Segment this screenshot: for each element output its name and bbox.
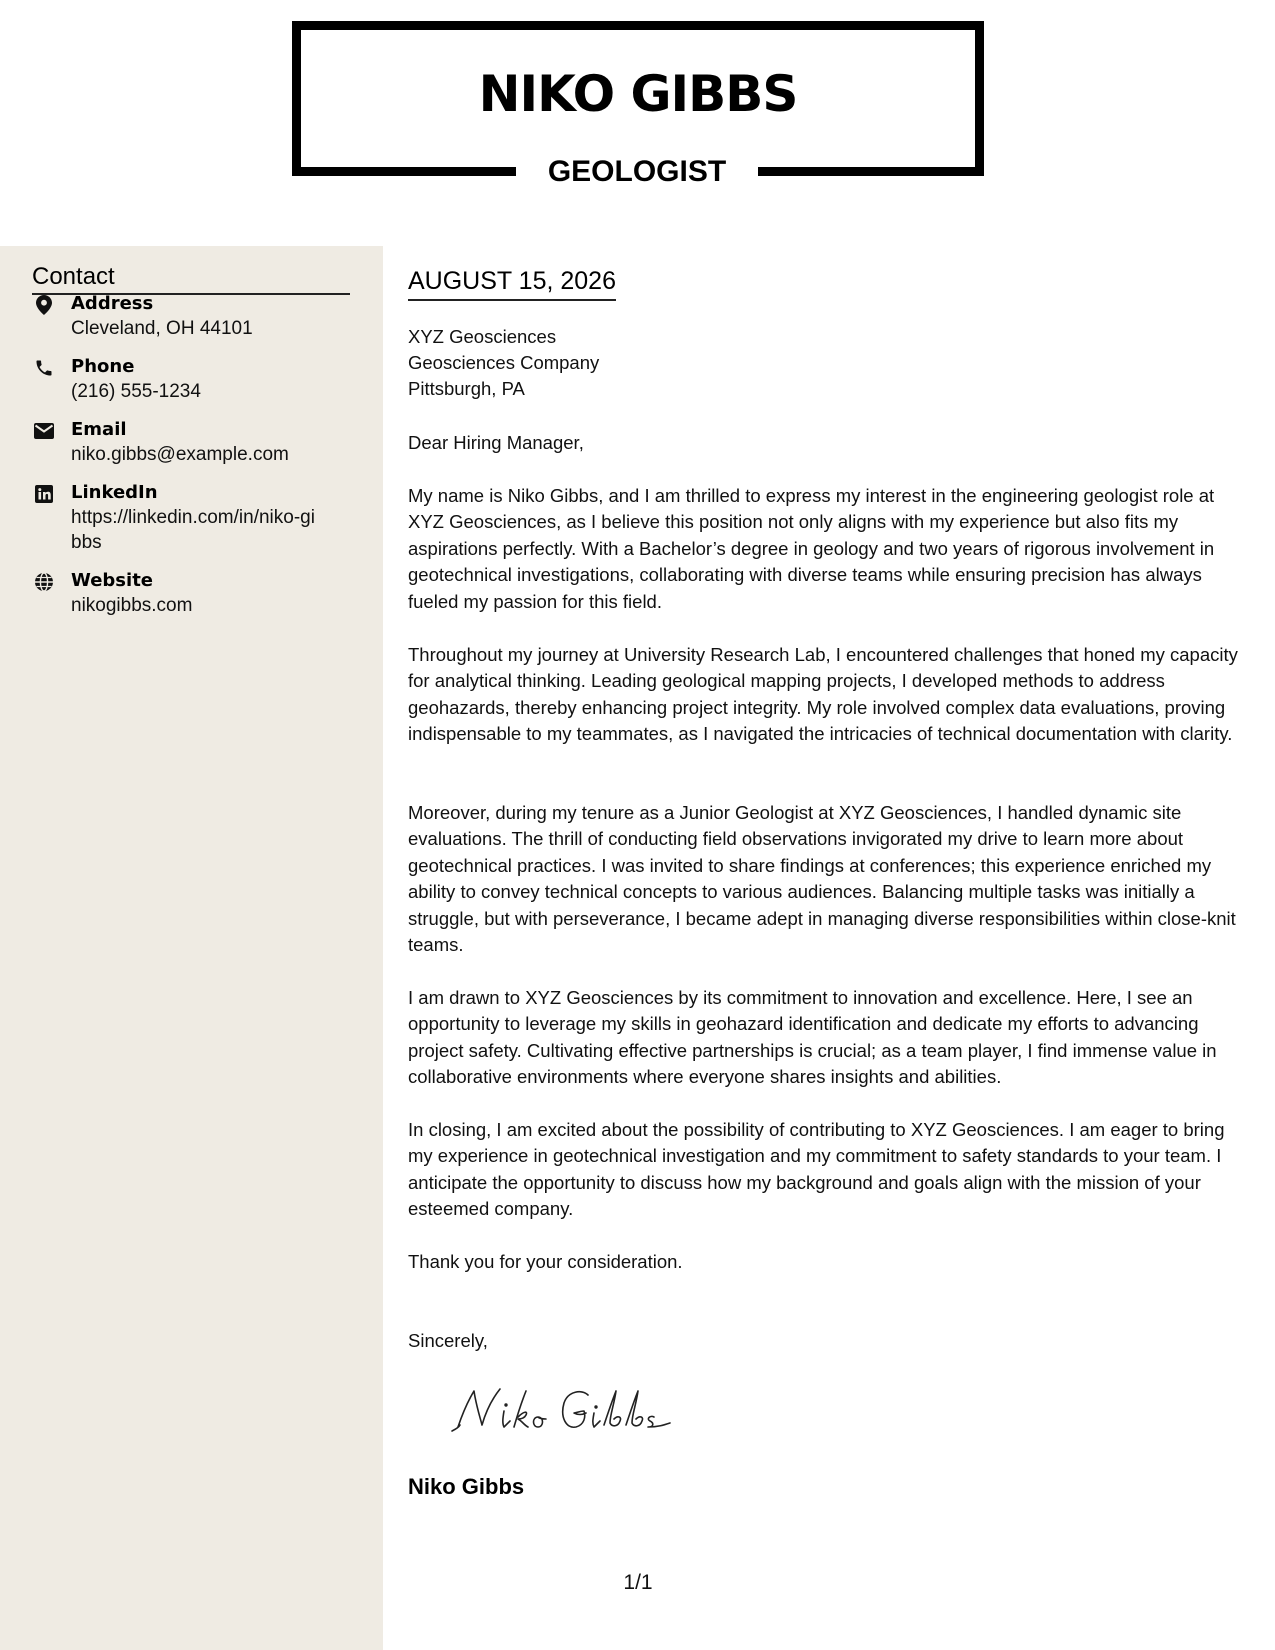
address-value: Cleveland, OH 44101: [71, 318, 253, 339]
phone-value: (216) 555-1234: [71, 381, 201, 402]
recipient-line: XYZ Geosciences: [408, 326, 557, 347]
handwritten-signature: [448, 1381, 688, 1441]
linkedin-label: LinkedIn: [71, 482, 158, 503]
phone-icon: [32, 357, 56, 379]
paragraph: Throughout my journey at University Research Lab, I encountered challenges that honed my capacity for analytical thinking. Leading geological mapping projects, I developed methods to address geohazards, thereby enhancing project integrity. My role involved complex data evaluations, proving indispensable to my teammates, as I navigated the intricacies of technical documentation with clarity.: [408, 644, 1238, 745]
thanks-line: Thank you for your consideration.: [408, 1251, 683, 1272]
envelope-icon: [32, 420, 56, 442]
signed-name: Niko Gibbs: [408, 1474, 525, 1499]
contact-sidebar: [0, 246, 383, 1650]
paragraph: Moreover, during my tenure as a Junior Geologist at XYZ Geosciences, I handled dynamic site evaluations. The thrill of conducting field observations invigorated my drive to learn more about geotechnical practices. I was invited to share findings at conferences; this experience enriched my ability to convey technical concepts to various audiences. Balancing multiple tasks was initially a struggle, but with perseverance, I became adept in managing diverse responsibilities within close-knit teams.: [408, 802, 1236, 956]
paragraph: My name is Niko Gibbs, and I am thrilled to express my interest in the engineering geologist role at XYZ Geosciences, as I believe this position not only aligns with my experience but also fits my aspirations perfectly. With a Bachelor’s degree in geology and two years of rigorous involvement in geotechnical investigations, collaborating with diverse teams while ensuring precision has always fueled my passion for this field.: [408, 485, 1215, 612]
address-label: Address: [71, 293, 154, 314]
email-label: Email: [71, 419, 127, 440]
email-value[interactable]: niko.gibbs@example.com: [71, 444, 289, 465]
map-pin-icon: [32, 294, 56, 316]
globe-icon: [32, 571, 56, 593]
salutation: Dear Hiring Manager,: [408, 432, 584, 453]
linkedin-value[interactable]: https://linkedin.com/in/niko-gibbs: [71, 507, 315, 553]
letter-date: AUGUST 15, 2026: [408, 264, 616, 301]
resume-header: [0, 0, 1275, 246]
paragraph: In closing, I am excited about the possibility of contributing to XYZ Geosciences. I am eager to bring my experience in geotechnical investigation and my commitment to safety standards to your team. I anticipate the opportunity to discuss how my background and goals align with the mission of your esteemed company.: [408, 1119, 1225, 1220]
job-title: GEOLOGIST: [547, 155, 727, 188]
linkedin-icon: [32, 483, 56, 505]
website-value[interactable]: nikogibbs.com: [71, 595, 193, 616]
phone-label: Phone: [71, 356, 135, 377]
recipient-block: [408, 324, 599, 402]
recipient-line: Pittsburgh, PA: [408, 378, 525, 399]
page-number: 1/1: [623, 1571, 653, 1594]
paragraph: I am drawn to XYZ Geosciences by its commitment to innovation and excellence. Here, I see an opportunity to leverage my skills in geohazard identification and dedicate my efforts to advancing project safety. Cultivating effective partnerships is crucial; as a team player, I find immense value in collaborative environments where everyone shares insights and abilities.: [408, 987, 1217, 1088]
website-label: Website: [71, 570, 154, 591]
recipient-line: Geosciences Company: [408, 352, 600, 373]
contact-heading: Contact: [32, 261, 350, 295]
applicant-name: NIKO GIBBS: [478, 65, 798, 123]
sign-off: Sincerely,: [408, 1330, 488, 1351]
